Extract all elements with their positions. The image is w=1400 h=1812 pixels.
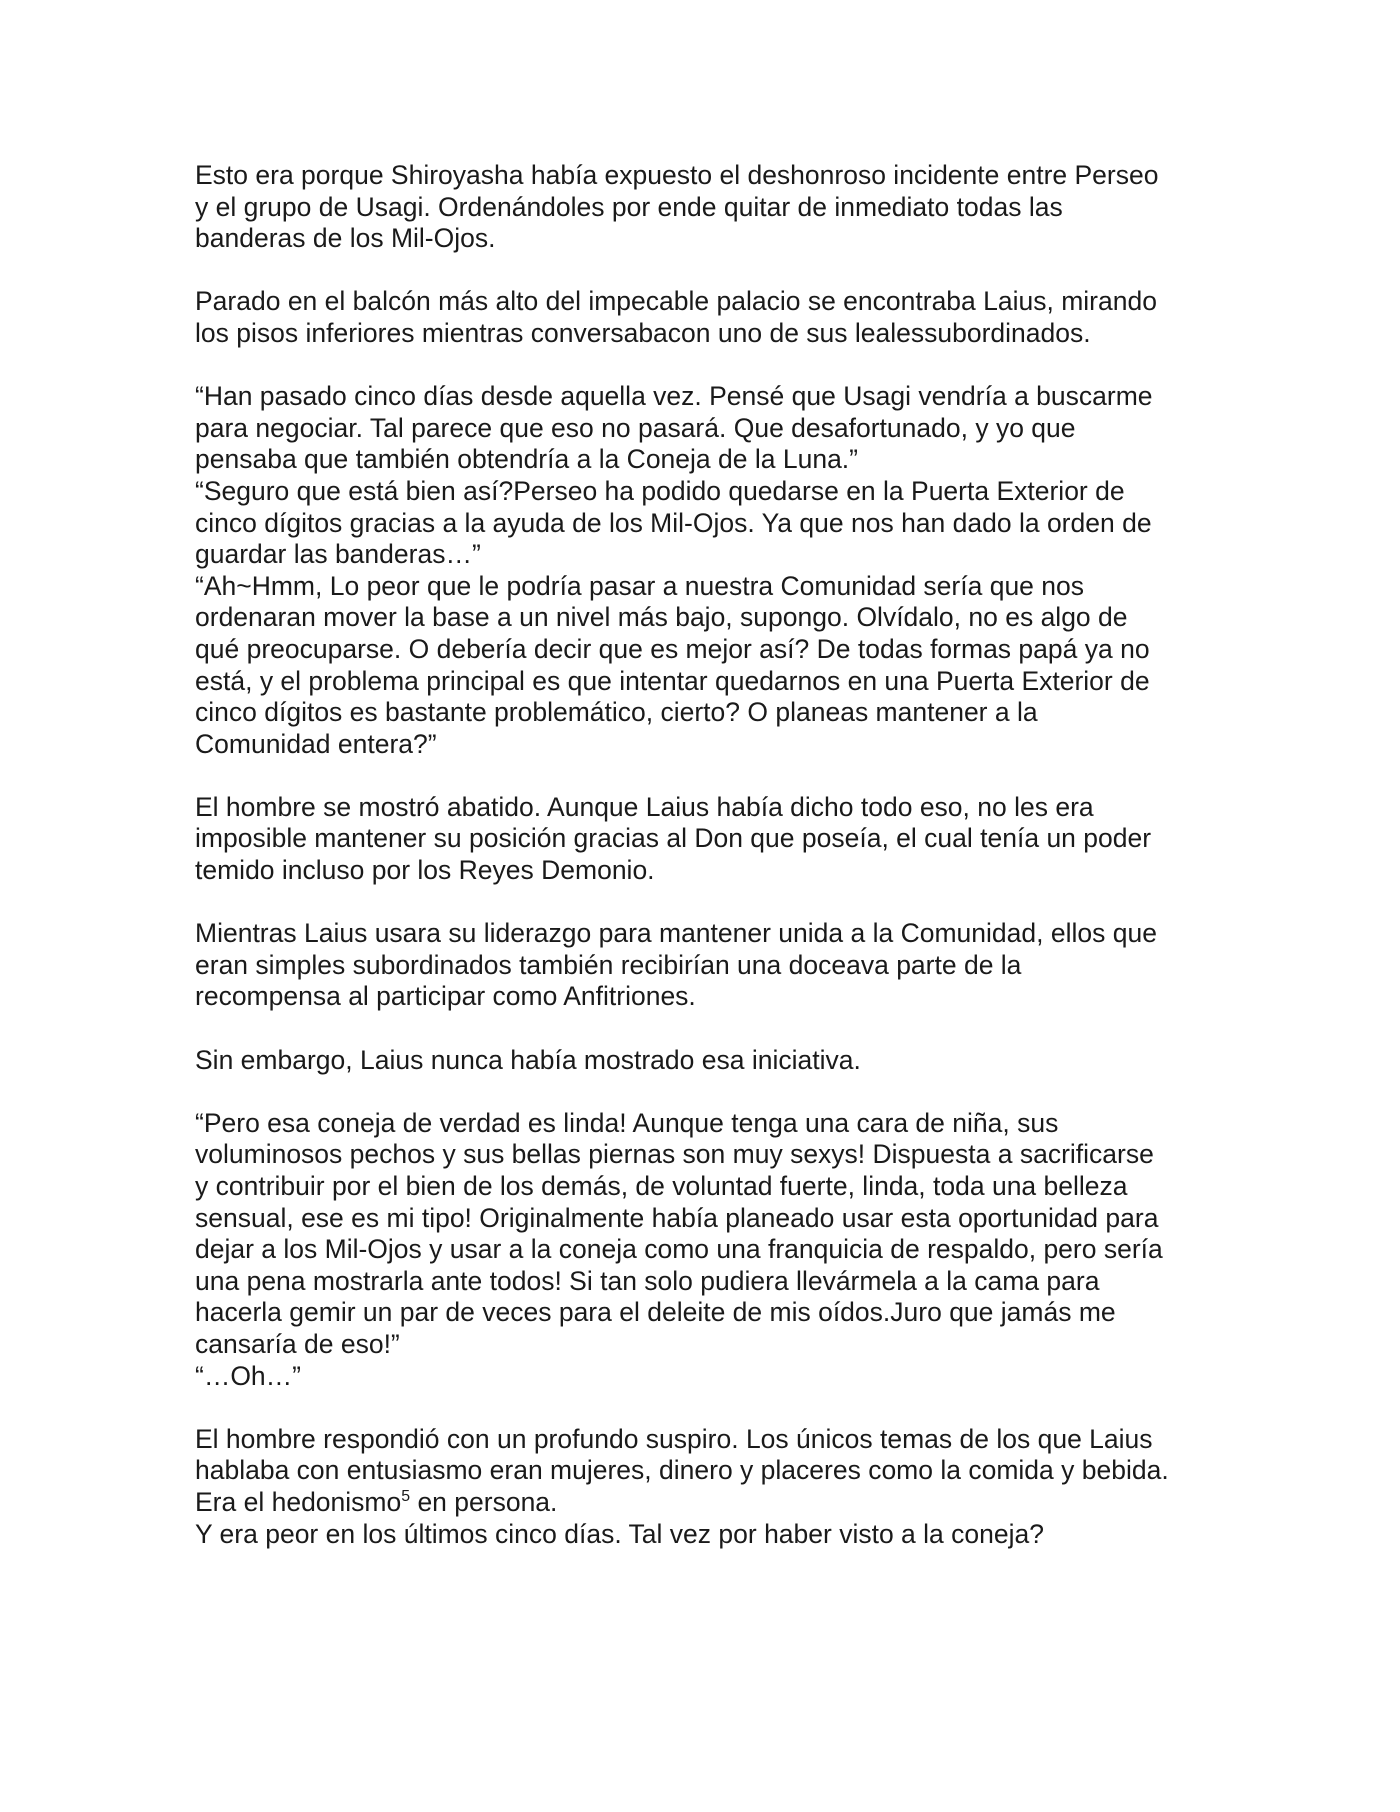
paragraph — [195, 918, 1225, 1013]
paragraph — [195, 1045, 1225, 1077]
text-line: hacerla gemir un par de veces para el deleite de mis oídos.Juro que jamás me — [195, 1297, 1116, 1328]
text-line: “Han pasado cinco días desde aquella vez. Pensé que Usagi vendría a buscarme — [195, 381, 1153, 412]
text-line: Mientras Laius usara su liderazgo para mantener unida a la Comunidad, ellos que — [195, 918, 1157, 949]
text-line: una pena mostrarla ante todos! Si tan solo pudiera llevármela a la cama para — [195, 1265, 1100, 1296]
text-line: sensual, ese es mi tipo! Originalmente había planeado usar esta oportunidad para — [195, 1202, 1159, 1233]
footnote-marker[interactable]: 5 — [401, 1488, 411, 1506]
text-line: cansaría de eso!” — [195, 1328, 400, 1359]
text-line: cinco dígitos gracias a la ayuda de los Mil-Ojos. Ya que nos han dado la orden de — [195, 507, 1152, 538]
document-page — [195, 160, 1225, 1550]
text-line: y el grupo de Usagi. Ordenándoles por ende quitar de inmediato todas las — [195, 191, 1063, 222]
text-line: está, y el problema principal es que intentar quedarnos en una Puerta Exterior de — [195, 665, 1150, 696]
text-line: dejar a los Mil-Ojos y usar a la coneja como una franquicia de respaldo, pero sería — [195, 1234, 1163, 1265]
text-line: imposible mantener su posición gracias al Don que poseía, el cual tenía un poder — [195, 823, 1152, 854]
dialogue-block — [195, 381, 1225, 760]
text-line: temido incluso por los Reyes Demonio. — [195, 855, 655, 886]
text-line: los pisos inferiores mientras conversabacon uno de sus lealessubordinados. — [195, 317, 1091, 348]
text-line: y contribuir por el bien de los demás, de voluntad fuerte, linda, toda una belleza — [195, 1171, 1128, 1201]
text-line: El hombre se mostró abatido. Aunque Laius había dicho todo eso, no les era — [195, 791, 1094, 822]
text-line: Y era peor en los últimos cinco días. Tal vez por haber visto a la coneja? — [195, 1518, 1044, 1549]
text-line: qué preocuparse. O debería decir que es mejor así? De todas formas papá ya no — [195, 633, 1150, 664]
paragraph — [195, 160, 1225, 255]
text-line: eran simples subordinados también recibirían una doceava parte de la — [195, 949, 1022, 980]
text-line: pensaba que también obtendría a la Coneja de la Luna.” — [195, 444, 858, 475]
text-line: “Pero esa coneja de verdad es linda! Aunque tenga una cara de niña, sus — [195, 1107, 1059, 1138]
text-line: Sin embargo, Laius nunca había mostrado esa iniciativa. — [195, 1044, 861, 1075]
dialogue-block — [195, 1108, 1225, 1392]
text-line: guardar las banderas…” — [195, 539, 481, 570]
text-segment: Era el hedonismo — [195, 1486, 402, 1517]
text-line: El hombre respondió con un profundo suspiro. Los únicos temas de los que Laius — [195, 1423, 1153, 1454]
text-line: “Ah~Hmm, Lo peor que le podría pasar a nuestra Comunidad sería que nos — [195, 570, 1085, 601]
text-segment: en persona. — [410, 1486, 558, 1517]
paragraph — [195, 1424, 1225, 1550]
text-line: voluminosos pechos y sus bellas piernas son muy sexys! Dispuesta a sacrificarse — [195, 1139, 1154, 1170]
text-line: Comunidad entera?” — [195, 728, 437, 759]
text-line: banderas de los Mil-Ojos. — [195, 223, 496, 254]
text-line-with-footnote — [195, 1487, 1225, 1519]
text-line: ordenaran mover la base a un nivel más bajo, supongo. Olvídalo, no es algo de — [195, 602, 1128, 633]
text-line: “Seguro que está bien así?Perseo ha podido quedarse en la Puerta Exterior de — [195, 475, 1125, 506]
text-line: para negociar. Tal parece que eso no pasará. Que desafortunado, y yo que — [195, 412, 1076, 443]
paragraph — [195, 792, 1225, 887]
paragraph — [195, 286, 1225, 349]
text-line: “…Oh…” — [195, 1360, 301, 1391]
text-line: Esto era porque Shiroyasha había expuesto el deshonroso incidente entre Perseo — [195, 160, 1159, 190]
text-line: Parado en el balcón más alto del impecable palacio se encontraba Laius, mirando — [195, 286, 1157, 317]
text-line: cinco dígitos es bastante problemático, cierto? O planeas mantener a la — [195, 697, 1038, 728]
text-line: hablaba con entusiasmo eran mujeres, dinero y placeres como la comida y bebida. — [195, 1455, 1169, 1486]
text-line: recompensa al participar como Anfitriones. — [195, 981, 696, 1012]
